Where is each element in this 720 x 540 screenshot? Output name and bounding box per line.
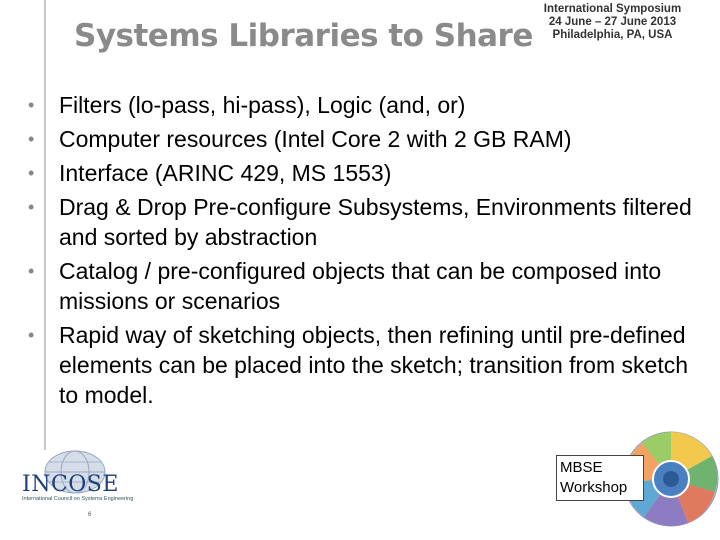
conference-dates: 24 June – 27 June 2013	[548, 16, 677, 28]
bullet-item	[24, 192, 704, 252]
bullet-dot: •	[28, 163, 35, 183]
incose-logo-subtitle: International Council on Systems Engineering	[22, 496, 134, 502]
bullet-dot: •	[28, 129, 35, 149]
slide-title: Systems Libraries to Share	[74, 18, 533, 54]
bullet-dot: •	[28, 261, 35, 281]
bullet-item	[24, 320, 704, 410]
bullet-text: Drag & Drop Pre-configure Subsystems, Environments filtered and sorted by abstraction	[59, 194, 692, 250]
conference-name: International Symposium	[543, 3, 682, 15]
bullet-text: Interface (ARINC 429, MS 1553)	[59, 160, 392, 186]
bullet-item	[24, 124, 704, 154]
bullet-text: Rapid way of sketching objects, then refining until pre-defined elements can be placed into the sketch; transition from sketch to model.	[59, 322, 688, 408]
mbse-label-line2: Workshop	[560, 479, 628, 496]
bullet-item	[24, 256, 704, 316]
bullet-item	[24, 158, 704, 188]
bullet-text: Filters (lo-pass, hi-pass), Logic (and, or)	[59, 92, 466, 118]
conference-location: Philadelphia, PA, USA	[552, 29, 673, 41]
mbse-label-line1: MBSE	[560, 459, 603, 476]
bullet-dot: •	[28, 95, 35, 115]
mbse-workshop-label	[556, 455, 644, 501]
conference-info	[520, 3, 705, 42]
bullet-text: Computer resources (Intel Core 2 with 2 GB RAM)	[59, 126, 572, 152]
bullet-dot: •	[28, 325, 35, 345]
incose-logo-text: INCOSE	[22, 472, 119, 497]
bullet-text: Catalog / pre-configured objects that can be composed into missions or scenarios	[59, 258, 662, 314]
bullet-dot: •	[28, 197, 35, 217]
bullet-list	[24, 90, 704, 414]
page-number: 6	[88, 512, 92, 518]
bullet-item	[24, 90, 704, 120]
